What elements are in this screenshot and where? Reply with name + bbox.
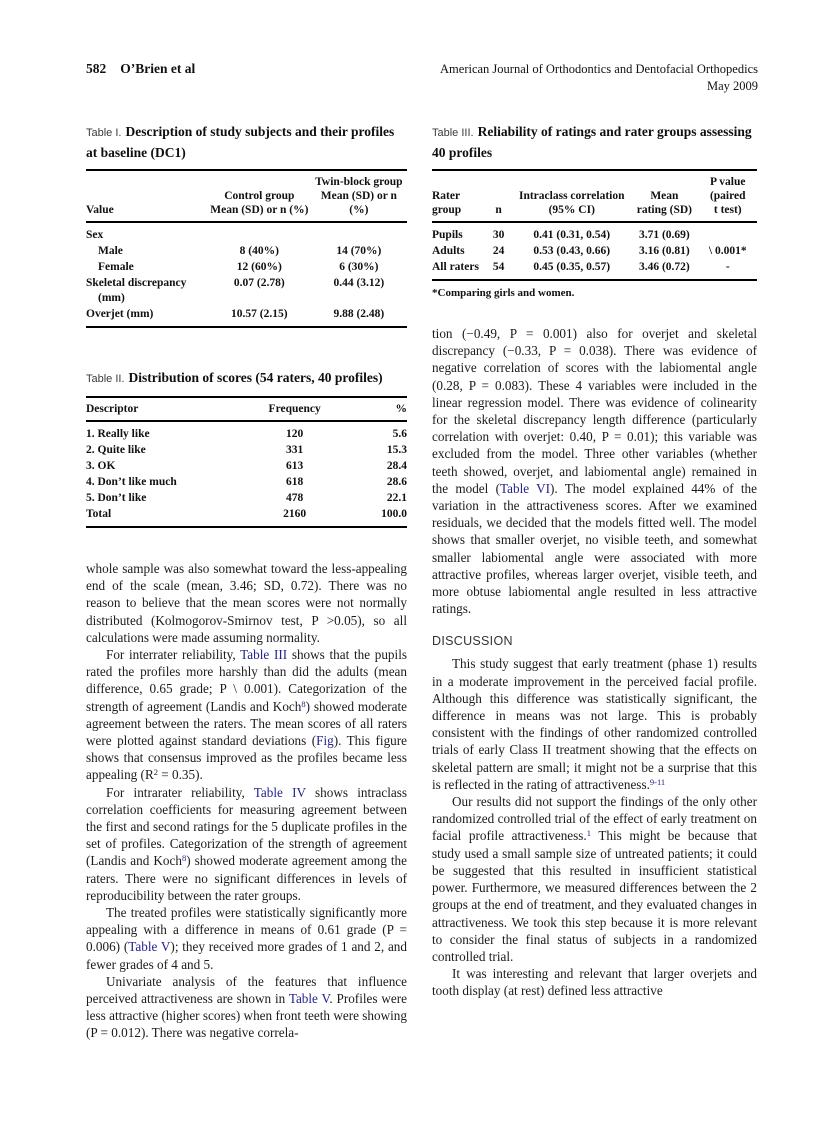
cell: 5.6 xyxy=(392,428,407,440)
text-run: = 0.35). xyxy=(158,767,203,783)
cell: 10.57 (2.15) xyxy=(231,308,288,320)
table-2-header-percent: % xyxy=(356,397,407,421)
row-label: 1. Really like xyxy=(86,428,150,440)
cross-reference-link[interactable]: Table VI xyxy=(499,480,551,496)
table-3-title xyxy=(432,122,757,162)
text-run: tion (−0.49, P = 0.001) also for overjet and skeletal discrepancy (−0.33, P = 0.038). There was evidence of negative correlation of scores with the labiomental angle (0.28, P = 0.083). These 4 variables were included in the linear regression model. There was evidence of colinearity for the skeletal discrepancy length difference (particularly correlation with overjet: 0.40, P = 0.01); this variable was excluded from the model. Three other variables (whether teeth showed, overjet, and labiomental angle) remained in the model ( xyxy=(432,326,757,496)
row-label: Sex xyxy=(86,229,104,241)
table-2-header-frequency: Frequency xyxy=(234,397,356,421)
paragraph xyxy=(86,560,407,646)
paragraph xyxy=(432,325,757,617)
table-row xyxy=(86,421,407,443)
cell: 618 xyxy=(286,476,304,488)
table-row xyxy=(86,475,407,491)
row-label: 2. Quite like xyxy=(86,444,146,456)
table-2 xyxy=(86,368,407,528)
cell: 0.41 (0.31, 0.54) xyxy=(533,229,611,241)
table-1 xyxy=(86,122,407,328)
table-row xyxy=(86,307,407,328)
row-label: 4. Don’t like much xyxy=(86,476,177,488)
cell: 54 xyxy=(492,261,505,273)
reference-superscript-link[interactable]: 8 xyxy=(181,853,187,864)
header-line: Mean (SD) or n (%) xyxy=(210,204,309,216)
journal-issue: May 2009 xyxy=(706,79,758,93)
paragraph xyxy=(432,793,757,965)
text-run: whole sample was also somewhat toward the less-appealing end of the scale (mean, 3.46; SD, 0.72). There was no reason to believe that the mean scores were not normally distributed (Kolmogorov-Smirnov test, P >0.05), so all calculations were made assuming normality. xyxy=(86,561,407,645)
table-3-grid xyxy=(432,169,757,281)
table-row xyxy=(86,276,407,307)
cell: 331 xyxy=(286,444,304,456)
table-3-header-rater-group xyxy=(432,170,484,222)
text-run: ) showed moderate agreement between the raters. The mean scores of all raters were plotted against standard deviations ( xyxy=(86,698,407,749)
cell: 30 xyxy=(492,229,505,241)
text-run: The treated profiles were statistically significantly more appealing with a difference in means of 0.61 grade (P = 0.006) ( xyxy=(86,905,407,955)
cross-reference-link[interactable]: Table V xyxy=(128,939,171,955)
row-label: 5. Don’t like xyxy=(86,492,147,504)
running-head-right xyxy=(440,61,758,95)
cell: 8 (40%) xyxy=(239,245,279,257)
cell: 0.53 (0.43, 0.66) xyxy=(533,245,611,257)
cell: 613 xyxy=(286,460,304,472)
paragraph xyxy=(86,784,407,904)
text-run: ). The model explained 44% of the variation in the attractiveness scores. After we examined residuals, we decided that the models fitted well. The model shows that smaller overjet, no visible teeth, and somewhat smaller labiomental angle were associated with more attractive profiles, whereas larger overjet, visible teeth, and more obtuse labiomental angle resulted in less attractive ratings. xyxy=(432,480,757,617)
page-number: 582 xyxy=(86,61,107,76)
text-run: This might be because that study used a small sample size of untreated patients; it could be suggested that this resulted in insufficient statistical power. Furthermore, we measured differences between the 2 groups at the end of treatment, and they evaluated changes in attractiveness. We took this step because it is more relevant to consider the final status of subjects in a randomized controlled trial. xyxy=(432,828,757,964)
paragraph xyxy=(86,904,407,973)
running-authors: O’Brien et al xyxy=(120,61,196,76)
header-line: Rater xyxy=(432,190,461,202)
right-column-text-results xyxy=(432,325,757,617)
text-run: ); they received more grades of 1 and 2, and fewer grades of 4 and 5. xyxy=(86,939,407,972)
superscript: 2 xyxy=(153,767,158,778)
cell: 22.1 xyxy=(386,492,407,504)
text-run: ). This figure shows that consensus improved as the profiles became less appealing (R xyxy=(86,733,407,783)
text-run: shows that the pupils rated the profiles more harshly than did the adults (mean difference, 0.65 grade; P \ 0.001). Categorization of the strength of agreement (Landis and Koch xyxy=(86,647,407,714)
cell: 3.46 (0.72) xyxy=(638,261,690,273)
reference-superscript-link[interactable]: 1 xyxy=(586,828,591,839)
table-3-footnote: *Comparing girls and women. xyxy=(432,287,575,299)
table-2-title xyxy=(86,368,407,389)
text-run: For intrarater reliability, xyxy=(106,784,254,800)
cell xyxy=(311,222,407,244)
header-line: Control group xyxy=(224,190,295,202)
text-run: Univariate analysis of the features that influence perceived attractiveness are shown in xyxy=(86,973,407,1007)
cell: \ 0.001* xyxy=(708,245,747,257)
reference-superscript-link[interactable]: 9-11 xyxy=(649,776,666,787)
reference-superscript-link[interactable]: 8 xyxy=(301,698,306,709)
table-1-header-row xyxy=(86,170,407,222)
cross-reference-link[interactable]: Table III xyxy=(240,647,288,663)
cell: 24 xyxy=(492,245,505,257)
table-1-header-value: Value xyxy=(86,170,208,222)
table-2-header-row xyxy=(86,397,407,421)
table-1-label: Table I. xyxy=(86,127,122,139)
cell: 28.4 xyxy=(386,460,407,472)
paragraph xyxy=(432,965,757,999)
table-3-header-row xyxy=(432,170,757,222)
cell: 120 xyxy=(286,428,304,440)
cell: 15.3 xyxy=(386,444,407,456)
journal-name: American Journal of Orthodontics and Dentofacial Orthopedics xyxy=(440,62,758,76)
cell: 14 (70%) xyxy=(336,245,382,257)
table-row xyxy=(432,244,757,260)
cross-reference-link[interactable]: Table IV xyxy=(253,784,306,800)
row-label: Overjet (mm) xyxy=(86,308,154,320)
text-run: Our results did not support the findings of the only other randomized controlled trial of the effect of early treatment on facial profile attractiveness. xyxy=(432,794,757,844)
table-row xyxy=(86,459,407,475)
header-line: Mean (SD) or n (%) xyxy=(320,190,397,216)
table-row xyxy=(86,260,407,276)
table-3-header-icc xyxy=(513,170,630,222)
text-run: For interrater reliability, xyxy=(106,647,241,663)
left-column xyxy=(86,122,407,1042)
cell: 100.0 xyxy=(381,508,407,520)
table-1-header-twinblock xyxy=(311,170,407,222)
table-row xyxy=(86,443,407,459)
table-3-label: Table III. xyxy=(432,127,474,139)
row-label: All raters xyxy=(432,261,479,273)
cell: 12 (60%) xyxy=(236,261,282,273)
row-label: Skeletal discrepancy (mm) xyxy=(86,277,187,304)
table-1-caption: Description of study subjects and their profiles at baseline (DC1) xyxy=(86,124,395,160)
cell xyxy=(208,222,311,244)
header-line: group xyxy=(432,204,462,216)
text-run: It was interesting and relevant that larger overjets and tooth display (at rest) defined less attractive xyxy=(432,966,757,999)
table-2-caption: Distribution of scores (54 raters, 40 profiles) xyxy=(128,370,383,385)
row-label: 3. OK xyxy=(86,460,116,472)
header-line: Twin-block group xyxy=(315,176,403,188)
table-3-caption: Reliability of ratings and rater groups assessing 40 profiles xyxy=(432,124,752,160)
cross-reference-link[interactable]: Fig xyxy=(316,733,334,749)
right-column xyxy=(432,122,757,1000)
header-line: (95% CI) xyxy=(548,204,595,216)
table-2-label: Table II. xyxy=(86,373,125,385)
cross-reference-link[interactable]: Table V xyxy=(288,991,330,1007)
table-3-header-mean-rating xyxy=(630,170,698,222)
row-label: Female xyxy=(98,261,134,273)
table-2-grid xyxy=(86,396,407,528)
table-1-grid xyxy=(86,169,407,328)
cell: 6 (30%) xyxy=(339,261,379,273)
table-row xyxy=(86,222,407,244)
table-1-title xyxy=(86,122,407,162)
table-row xyxy=(86,244,407,260)
cell: 3.71 (0.69) xyxy=(638,229,690,241)
table-row xyxy=(432,222,757,244)
paragraph xyxy=(432,655,757,793)
cell: 0.07 (2.78) xyxy=(233,277,285,289)
cell: 2160 xyxy=(283,508,307,520)
row-label: Male xyxy=(98,245,123,257)
row-label: Total xyxy=(86,508,112,520)
header-line: P value (paired xyxy=(709,176,746,202)
running-head-left xyxy=(86,61,195,77)
table-3-header-n: n xyxy=(484,170,513,222)
paragraph xyxy=(86,973,407,1042)
paragraph xyxy=(86,646,407,784)
header-line: Intraclass correlation xyxy=(518,190,625,202)
header-line: Mean xyxy=(650,190,679,202)
right-column-text-discussion xyxy=(432,655,757,999)
left-column-text xyxy=(86,560,407,1042)
header-line: rating (SD) xyxy=(636,204,692,216)
table-row xyxy=(86,491,407,507)
text-run: . Profiles were less attractive (higher scores) when front teeth were showing (P = 0.012). There was negative correla- xyxy=(86,991,407,1041)
text-run: shows intraclass correlation coefficients for measuring agreement between the first and second ratings for the 5 duplicate profiles in the set of profiles. Categorization of the strength of agreement (Landis and Koch xyxy=(86,784,407,869)
row-label: Adults xyxy=(432,245,465,257)
table-2-header-descriptor: Descriptor xyxy=(86,397,234,421)
table-row xyxy=(86,507,407,528)
table-3-header-p-value xyxy=(699,170,758,222)
header-line: t test) xyxy=(713,204,742,216)
cell xyxy=(699,222,758,244)
cell: 478 xyxy=(286,492,304,504)
text-run: ) showed moderate agreement among the raters. There were no significant differences in levels of reproducibility between the rater groups. xyxy=(86,853,407,903)
table-3 xyxy=(432,122,757,299)
cell: 3.16 (0.81) xyxy=(638,245,690,257)
table-1-header-control xyxy=(208,170,311,222)
cell: - xyxy=(725,261,730,273)
cell: 0.45 (0.35, 0.57) xyxy=(533,261,611,273)
discussion-heading: DISCUSSION xyxy=(432,634,513,649)
cell: 9.88 (2.48) xyxy=(333,308,385,320)
cell: 0.44 (3.12) xyxy=(333,277,385,289)
cell: 28.6 xyxy=(386,476,407,488)
row-label: Pupils xyxy=(432,229,463,241)
text-run: This study suggest that early treatment (phase 1) results in a moderate improvement in the perceived facial profile. Although this difference was statistically significant, the difference in means was not large. This is probably consistent with the findings of other randomized controlled trials of early Class II treatment showing that the effects on skeletal pattern are small; it might not be a surprise that this is reflected in the rating of attractiveness. xyxy=(432,656,757,792)
table-row xyxy=(432,260,757,281)
